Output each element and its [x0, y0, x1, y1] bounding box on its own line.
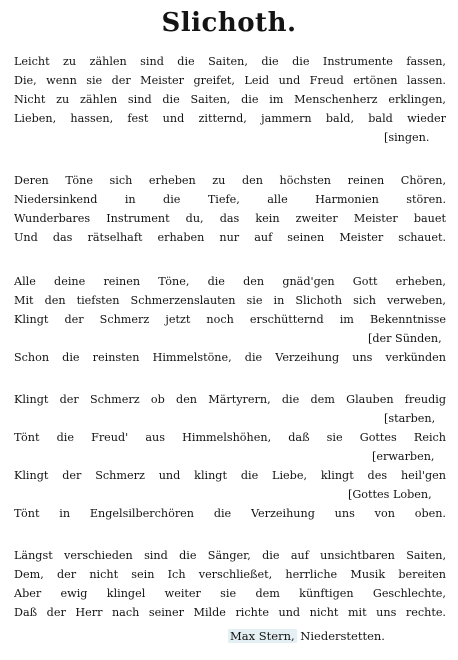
poem-line: Und das rätselhaft erhaben nur auf seinen Meister schauet.: [14, 231, 446, 244]
author-name: Max Stern,: [230, 629, 295, 643]
poem-line-continuation: [starben,: [384, 412, 436, 425]
poem-line: Leicht zu zählen sind die Saiten, die die Instrumente fassen,: [14, 55, 446, 68]
poem-line: Mit den tiefsten Schmerzenslauten sie in Slichoth sich verweben,: [14, 294, 446, 307]
poem-line: Niedersinkend in die Tiefe, alle Harmonien stören.: [14, 193, 446, 206]
poem-line: Daß der Herr nach seiner Milde richte und nicht mit uns rechte.: [14, 606, 446, 619]
poem-line: Dem, der nicht sein Ich verschließet, herrliche Musik bereiten: [14, 568, 446, 581]
poem-line: Klingt der Schmerz ob den Märtyrern, die dem Glauben freudig: [14, 393, 446, 406]
poem-line: Längst verschieden sind die Sänger, die auf unsichtbaren Saiten,: [14, 549, 446, 562]
poem-line: Wunderbares Instrument du, das kein zweiter Meister bauet: [14, 212, 446, 225]
poem-title: Slichoth.: [161, 8, 297, 38]
poem-line-continuation: [singen.: [384, 131, 430, 144]
poem-line: Klingt der Schmerz jetzt noch erschütternd im Bekenntnisse: [14, 313, 446, 326]
poem-line-continuation: [der Sünden,: [368, 332, 442, 345]
poem-line: Deren Töne sich erheben zu den höchsten reinen Chören,: [14, 174, 446, 187]
signature: [228, 628, 385, 644]
poem-line: Nicht zu zählen sind die Saiten, die im Menschenherz erklingen,: [14, 93, 446, 106]
poem-line: Tönt in Engelsilberchören die Verzeihung uns von oben.: [14, 507, 446, 520]
poem-line: Alle deine reinen Töne, die den gnäd'gen Gott erheben,: [14, 275, 446, 288]
poem-line: Aber ewig klingel weiter sie dem künftigen Geschlechte,: [14, 587, 446, 600]
author-place: Niederstetten.: [300, 629, 385, 643]
poem-line: Tönt die Freud' aus Himmelshöhen, daß sie Gottes Reich: [14, 431, 446, 444]
poem-line-continuation: [Gottes Loben,: [348, 488, 432, 501]
poem-line: Die, wenn sie der Meister greifet, Leid und Freud ertönen lassen.: [14, 74, 446, 87]
poem-line-continuation: [erwarben,: [372, 450, 435, 463]
poem-line: Lieben, hassen, fest und zitternd, jammern bald, bald wieder: [14, 112, 446, 125]
poem-line: Schon die reinsten Himmelstöne, die Verzeihung uns verkünden: [14, 351, 446, 364]
poem-line: Klingt der Schmerz und klingt die Liebe, klingt des heil'gen: [14, 469, 446, 482]
